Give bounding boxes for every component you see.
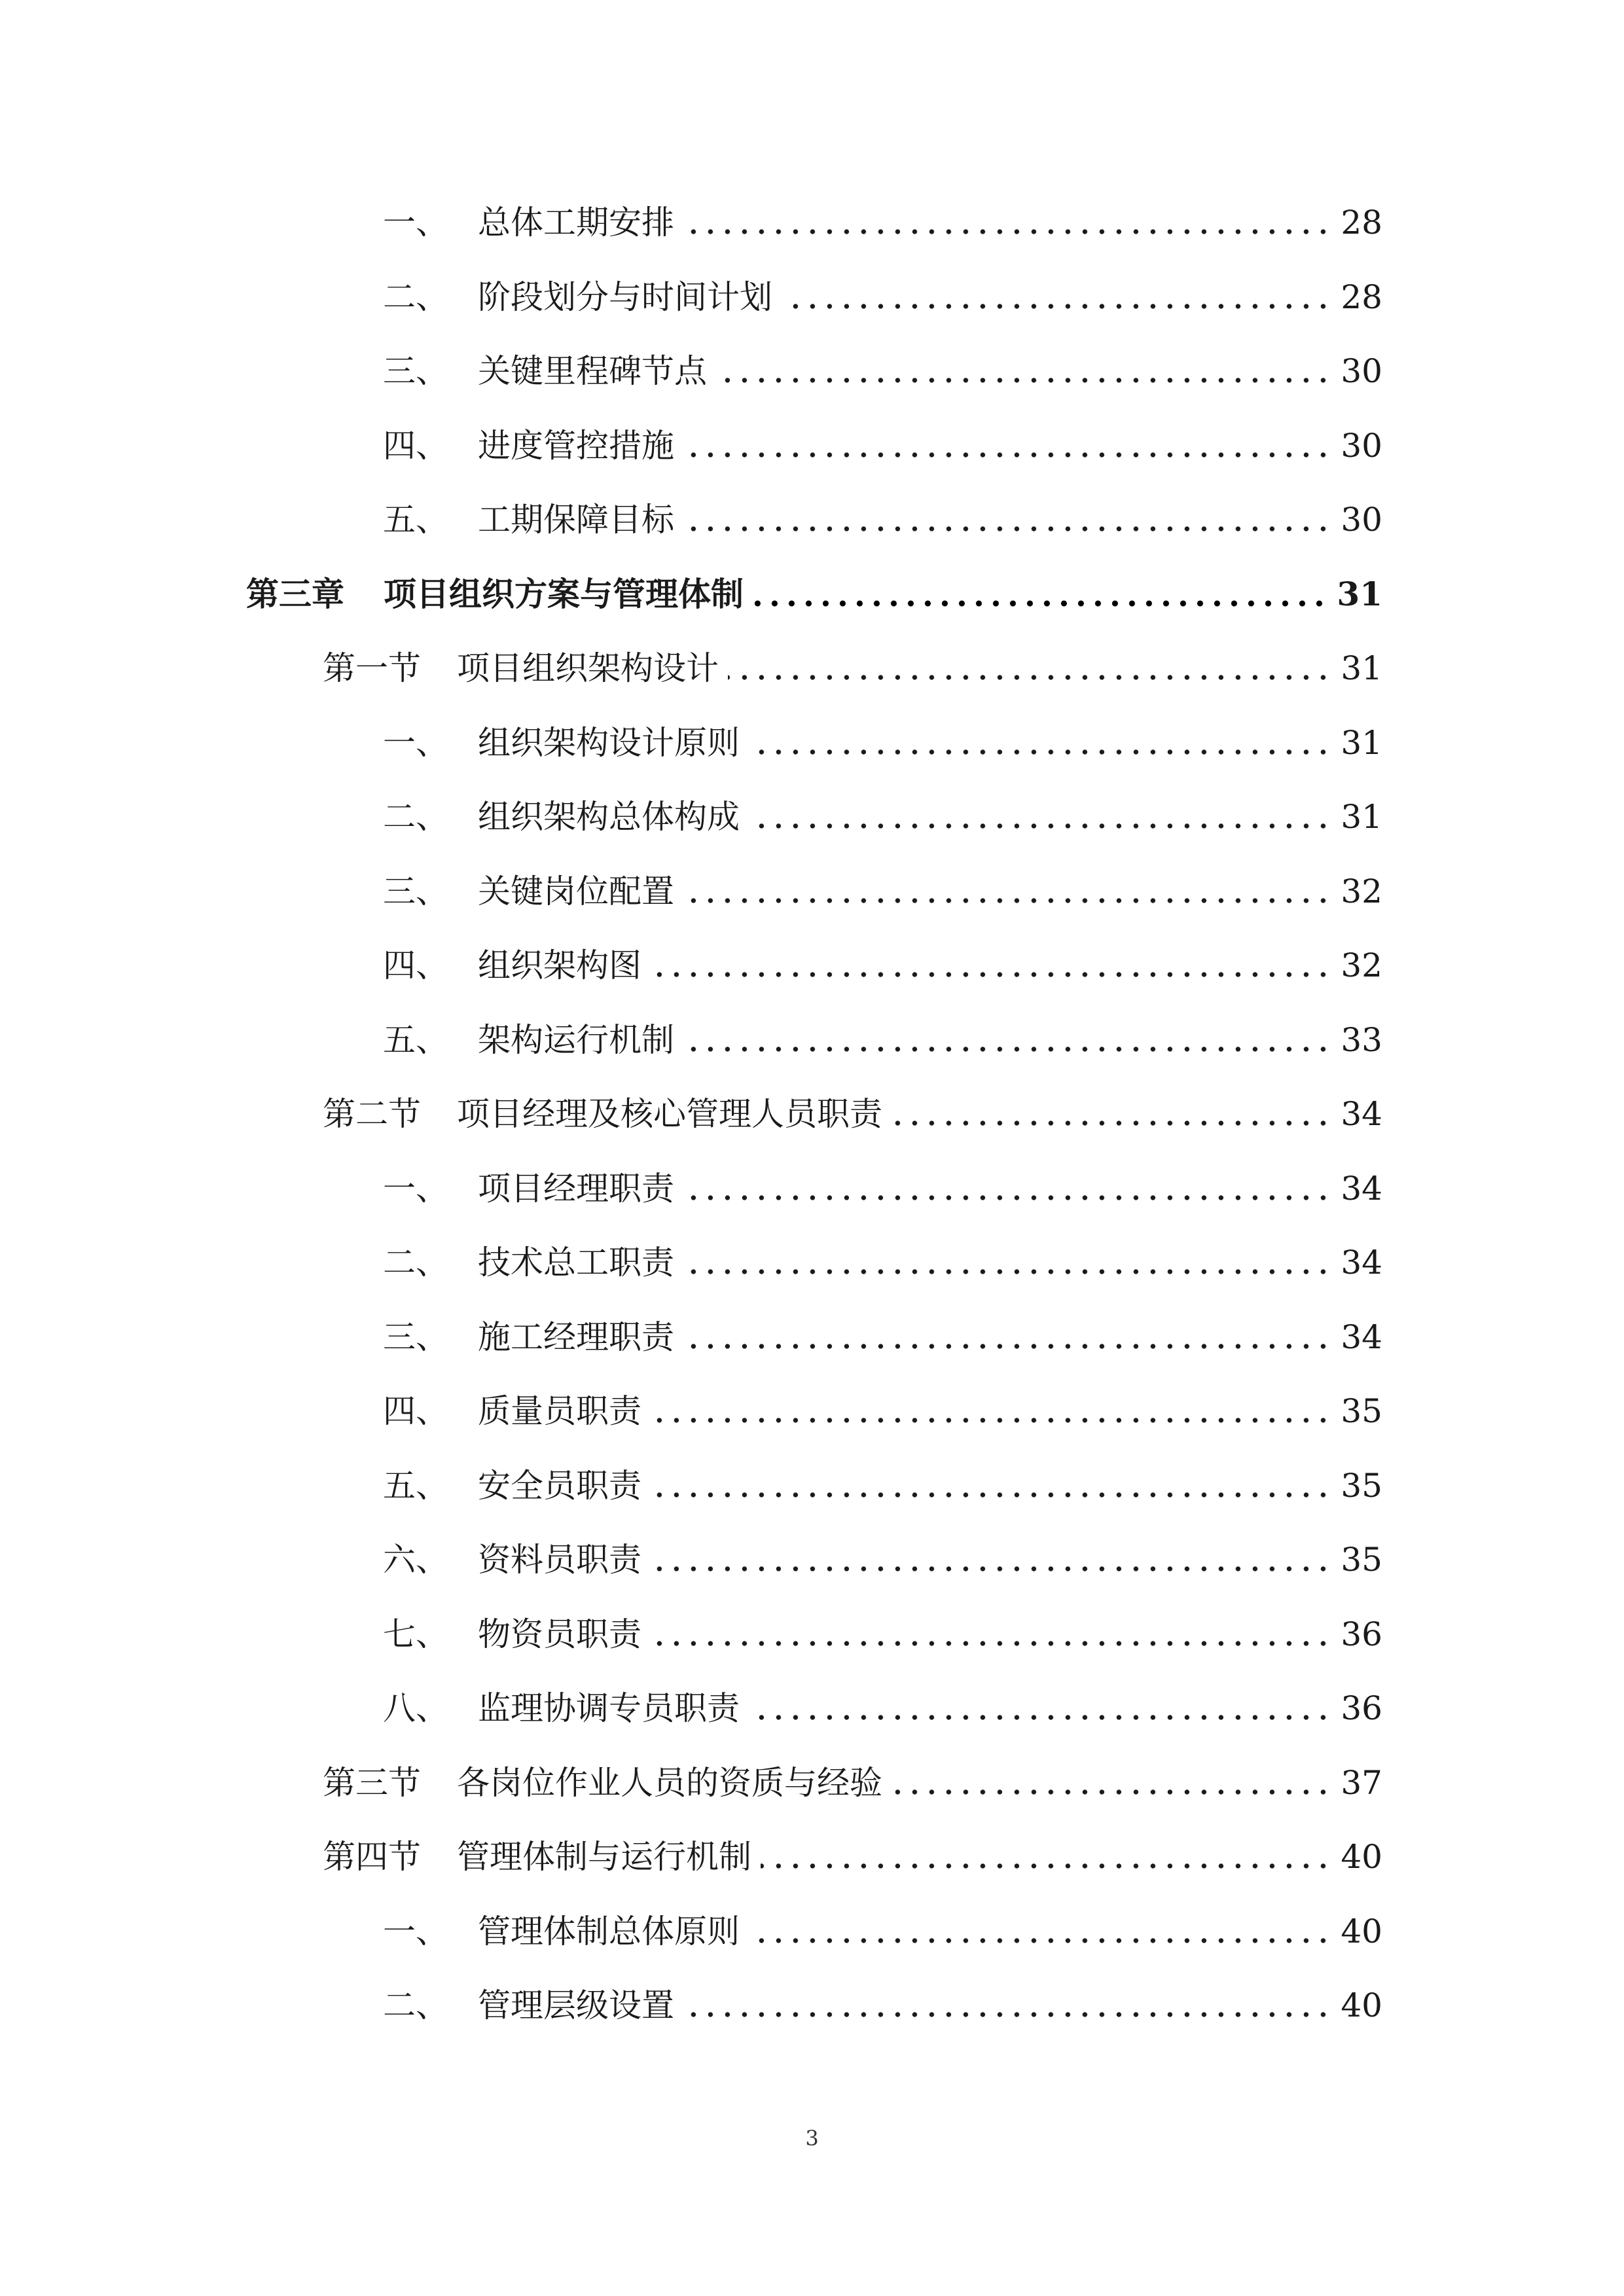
toc-entry-number: 三、	[383, 1318, 448, 1356]
toc-entry-section[interactable]	[323, 642, 1382, 694]
dot-leader	[651, 1565, 1331, 1573]
toc-entry-item[interactable]	[383, 1311, 1382, 1363]
toc-entry-title: 总体工期安排	[478, 204, 674, 242]
toc-entry-title: 架构运行机制	[478, 1021, 674, 1059]
toc-entry-page: 28	[1341, 204, 1382, 242]
toc-entry-item[interactable]	[383, 1385, 1382, 1437]
toc-entry-page: 34	[1341, 1244, 1382, 1282]
toc-entry-page: 34	[1341, 1170, 1382, 1208]
toc-entry-chapter[interactable]	[246, 568, 1382, 620]
toc-entry-page: 30	[1341, 501, 1382, 539]
toc-entry-number: 第三章	[246, 575, 344, 613]
toc-entry-title: 阶段划分与时间计划	[478, 278, 772, 316]
dot-leader	[683, 525, 1331, 533]
dot-leader	[683, 1045, 1331, 1053]
toc-entry-item[interactable]	[383, 1014, 1382, 1066]
dot-leader	[892, 1788, 1331, 1796]
toc-entry-page: 34	[1341, 1318, 1382, 1356]
toc-entry-page: 34	[1341, 1095, 1382, 1133]
toc-entry-number: 四、	[383, 427, 448, 465]
toc-entry-number: 三、	[383, 352, 448, 390]
toc-entry-item[interactable]	[383, 1236, 1382, 1289]
toc-entry-page: 36	[1341, 1615, 1382, 1653]
toc-entry-page: 32	[1341, 946, 1382, 984]
toc-entry-number: 第二节	[323, 1095, 421, 1133]
toc-entry-title: 管理体制与运行机制	[457, 1838, 751, 1876]
toc-entry-title: 关键里程碑节点	[478, 352, 707, 390]
toc-entry-item[interactable]	[383, 1682, 1382, 1734]
dot-leader	[651, 1640, 1331, 1647]
toc-entry-number: 二、	[383, 278, 448, 316]
toc-entry-item[interactable]	[383, 1534, 1382, 1586]
toc-entry-item[interactable]	[383, 493, 1382, 546]
toc-entry-number: 一、	[383, 1912, 448, 1950]
toc-entry-title: 技术总工职责	[478, 1244, 674, 1282]
dot-leader	[749, 1937, 1331, 1945]
toc-entry-item[interactable]	[383, 345, 1382, 397]
toc-entry-title: 资料员职责	[478, 1541, 641, 1579]
toc-entry-page: 30	[1341, 352, 1382, 390]
toc-entry-page: 30	[1341, 427, 1382, 465]
toc-entry-title: 质量员职责	[478, 1392, 641, 1430]
dot-leader	[683, 451, 1331, 459]
toc-entry-number: 二、	[383, 1986, 448, 2024]
toc-entry-title: 进度管控措施	[478, 427, 674, 465]
toc-entry-number: 第一节	[323, 649, 421, 687]
dot-leader	[683, 897, 1331, 905]
toc-entry-page: 31	[1337, 575, 1382, 613]
toc-entry-page: 35	[1341, 1467, 1382, 1505]
toc-entry-page: 40	[1341, 1912, 1382, 1950]
toc-entry-title: 物资员职责	[478, 1615, 641, 1653]
toc-entry-number: 五、	[383, 1021, 448, 1059]
toc-entry-item[interactable]	[383, 939, 1382, 992]
toc-entry-title: 组织架构设计原则	[478, 724, 740, 762]
toc-entry-section[interactable]	[323, 1757, 1382, 1809]
page-number: 3	[805, 2126, 819, 2151]
toc-entry-item[interactable]	[383, 196, 1382, 249]
dot-leader	[683, 1268, 1331, 1276]
toc-entry-page: 37	[1341, 1764, 1382, 1802]
dot-leader	[753, 600, 1327, 607]
toc-entry-number: 二、	[383, 1244, 448, 1282]
dot-leader	[728, 673, 1331, 681]
toc-entry-title: 项目组织方案与管理体制	[384, 575, 744, 613]
toc-entry-item[interactable]	[383, 1979, 1382, 2032]
toc-entry-item[interactable]	[383, 717, 1382, 769]
toc-entry-page: 40	[1341, 1838, 1382, 1876]
toc-entry-page: 35	[1341, 1541, 1382, 1579]
toc-entry-title: 各岗位作业人员的资质与经验	[457, 1764, 882, 1802]
toc-entry-number: 第四节	[323, 1838, 421, 1876]
toc-entry-page: 35	[1341, 1392, 1382, 1430]
toc-entry-page: 36	[1341, 1689, 1382, 1727]
toc-entry-item[interactable]	[383, 791, 1382, 843]
toc-entry-number: 八、	[383, 1689, 448, 1727]
dot-leader	[749, 1713, 1331, 1721]
toc-entry-number: 四、	[383, 946, 448, 984]
toc-entry-number: 一、	[383, 1170, 448, 1208]
toc-entry-title: 组织架构总体构成	[478, 798, 740, 836]
toc-entry-number: 二、	[383, 798, 448, 836]
toc-entry-number: 五、	[383, 501, 448, 539]
toc-entry-page: 31	[1341, 798, 1382, 836]
dot-leader	[749, 822, 1331, 830]
toc-entry-page: 31	[1341, 724, 1382, 762]
toc-entry-number: 第三节	[323, 1764, 421, 1802]
toc-entry-item[interactable]	[383, 1460, 1382, 1512]
toc-entry-number: 一、	[383, 724, 448, 762]
dot-leader	[683, 1194, 1331, 1202]
toc-entry-number: 三、	[383, 872, 448, 910]
toc-entry-page: 31	[1341, 649, 1382, 687]
dot-leader	[683, 228, 1331, 236]
dot-leader	[683, 2011, 1331, 2018]
dot-leader	[749, 748, 1331, 756]
toc-entry-title: 关键岗位配置	[478, 872, 674, 910]
toc-entry-number: 五、	[383, 1467, 448, 1505]
toc-entry-title: 项目经理及核心管理人员职责	[457, 1095, 882, 1133]
dot-leader	[761, 1862, 1331, 1870]
dot-leader	[683, 1342, 1331, 1350]
toc-entry-title: 项目经理职责	[478, 1170, 674, 1208]
toc-entry-title: 项目组织架构设计	[457, 649, 719, 687]
toc-entry-section[interactable]	[323, 1088, 1382, 1140]
toc-entry-page: 28	[1341, 278, 1382, 316]
toc-entry-item[interactable]	[383, 1608, 1382, 1660]
toc-entry-number: 一、	[383, 204, 448, 242]
toc-entry-page: 33	[1341, 1021, 1382, 1059]
toc-entry-title: 管理层级设置	[478, 1986, 674, 2024]
toc-entry-title: 组织架构图	[478, 946, 641, 984]
toc-entry-section[interactable]	[323, 1831, 1382, 1883]
dot-leader	[651, 1491, 1331, 1499]
toc-entry-title: 管理体制总体原则	[478, 1912, 740, 1950]
toc-entry-item[interactable]	[383, 1905, 1382, 1958]
dot-leader	[651, 1416, 1331, 1424]
toc-entry-title: 安全员职责	[478, 1467, 641, 1505]
toc-entry-item[interactable]	[383, 865, 1382, 918]
toc-entry-page: 32	[1341, 872, 1382, 910]
toc-entry-title: 监理协调专员职责	[478, 1689, 740, 1727]
toc-entry-item[interactable]	[383, 271, 1382, 323]
toc-entry-number: 七、	[383, 1615, 448, 1653]
dot-leader	[716, 376, 1331, 384]
toc-entry-page: 40	[1341, 1986, 1382, 2024]
dot-leader	[782, 302, 1331, 310]
toc-entry-title: 工期保障目标	[478, 501, 674, 539]
dot-leader	[892, 1119, 1331, 1127]
toc-entry-item[interactable]	[383, 420, 1382, 472]
toc-entry-number: 六、	[383, 1541, 448, 1579]
dot-leader	[651, 971, 1331, 978]
toc-entry-title: 施工经理职责	[478, 1318, 674, 1356]
toc-entry-number: 四、	[383, 1392, 448, 1430]
toc-entry-item[interactable]	[383, 1162, 1382, 1215]
